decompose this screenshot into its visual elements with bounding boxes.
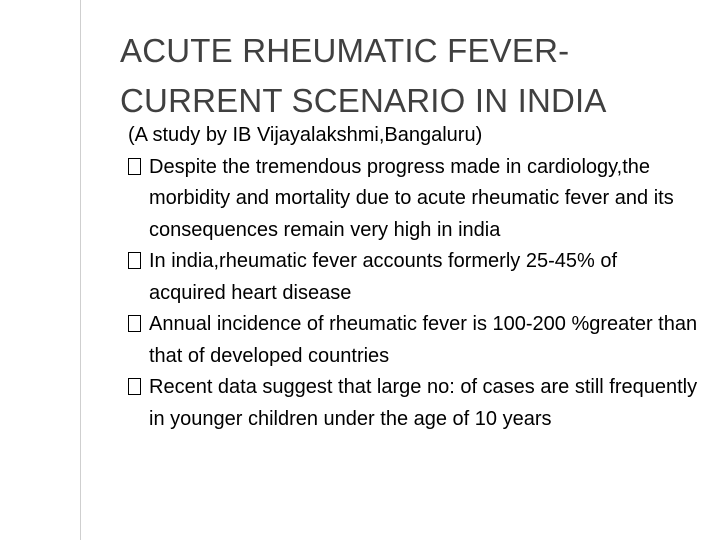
slide-title — [120, 26, 710, 126]
bullet-item — [128, 309, 698, 372]
title-line-1: ACUTE RHEUMATIC FEVER- — [120, 32, 570, 69]
bullet-list — [128, 152, 698, 436]
bullet-text: In india,rheumatic fever accounts formerly 25-45% of acquired heart disease — [149, 250, 617, 304]
box-bullet-icon — [128, 158, 141, 175]
box-bullet-icon — [128, 378, 141, 395]
box-bullet-icon — [128, 315, 141, 332]
bullet-item — [128, 152, 698, 247]
bullet-item — [128, 372, 698, 435]
box-bullet-icon — [128, 252, 141, 269]
bullet-text: Recent data suggest that large no: of cases are still frequently in younger children under the age of 10 years — [149, 376, 698, 430]
bullet-text: Despite the tremendous progress made in cardiology,the morbidity and mortality due to acute rheumatic fever and its consequences remain very high in india — [149, 155, 674, 241]
title-line-2: CURRENT SCENARIO IN INDIA — [120, 82, 607, 119]
bullet-text: Annual incidence of rheumatic fever is 100-200 %greater than that of developed countries — [149, 313, 698, 367]
slide-content — [128, 120, 698, 435]
bullet-item — [128, 246, 698, 309]
left-border-line — [80, 0, 81, 540]
study-citation: (A study by IB Vijayalakshmi,Bangaluru) — [128, 124, 483, 146]
